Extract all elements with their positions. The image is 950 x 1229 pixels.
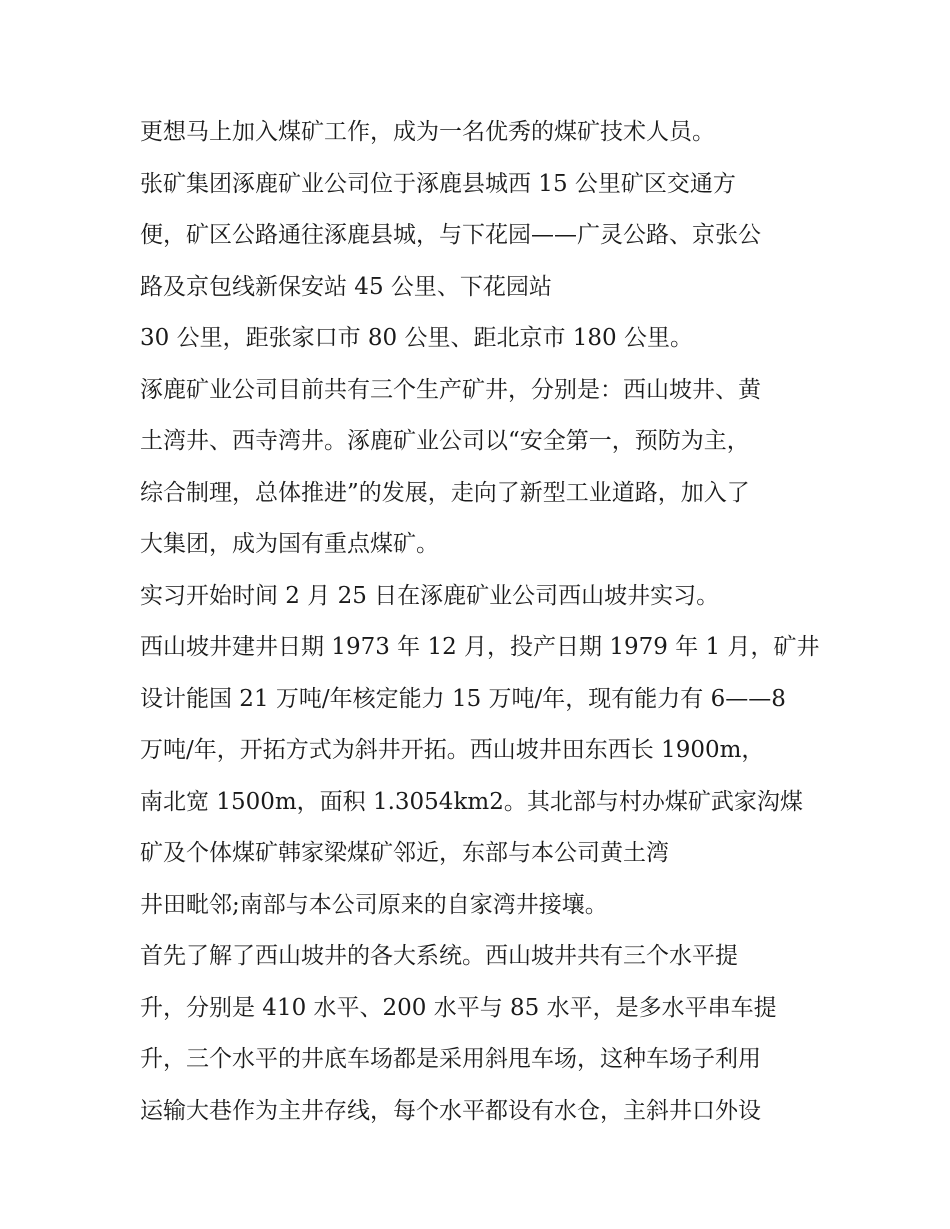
- text-line: 30 公里，距张家口市 80 公里、距北京市 180 公里。: [140, 325, 693, 351]
- text-line: 综合制理，总体推进”的发展，走向了新型工业道路，加入了: [140, 479, 750, 506]
- text-line: 涿鹿矿业公司目前共有三个生产矿井，分别是：西山坡井、黄: [140, 376, 761, 403]
- text-line: 升，分别是 410 水平、200 水平与 85 水平，是多水平串车提: [140, 994, 777, 1021]
- text-line: 矿及个体煤矿韩家梁煤矿邻近，东部与本公司黄土湾: [140, 840, 669, 866]
- text-line: 土湾井、西寺湾井。涿鹿矿业公司以“安全第一，预防为主，: [140, 428, 750, 454]
- text-line: 运输大巷作为主井存线，每个水平都设有水仓，主斜井口外设: [140, 1097, 761, 1124]
- text-line: 井田毗邻;南部与本公司原来的自家湾井接壤。: [140, 891, 608, 918]
- text-line: 更想马上加入煤矿工作，成为一名优秀的煤矿技术人员。: [140, 119, 715, 145]
- text-line: 升，三个水平的井底车场都是采用斜甩车场，这种车场子利用: [140, 1046, 761, 1072]
- text-line: 路及京包线新保安站 45 公里、下花园站: [140, 273, 552, 300]
- document-body: [140, 107, 820, 1137]
- text-line: 万吨/年，开拓方式为斜井开拓。西山坡井田东西长 1900m，: [140, 737, 765, 763]
- text-line: 实习开始时间 2 月 25 日在涿鹿矿业公司西山坡井实习。: [140, 582, 720, 609]
- text-line: 南北宽 1500m，面积 1.3054km2。其北部与村办煤矿武家沟煤: [140, 788, 803, 815]
- text-line: 大集团，成为国有重点煤矿。: [140, 531, 439, 557]
- text-line: 便，矿区公路通往涿鹿县城，与下花园——广灵公路、京张公: [140, 222, 761, 248]
- text-line: 西山坡井建井日期 1973 年 12 月，投产日期 1979 年 1 月，矿井: [140, 634, 820, 660]
- text-line: 设计能国 21 万吨/年核定能力 15 万吨/年，现有能力有 6——8: [140, 685, 786, 712]
- text-line: 首先了解了西山坡井的各大系统。西山坡井共有三个水平提: [140, 943, 738, 969]
- text-line: 张矿集团涿鹿矿业公司位于涿鹿县城西 15 公里矿区交通方: [140, 170, 736, 197]
